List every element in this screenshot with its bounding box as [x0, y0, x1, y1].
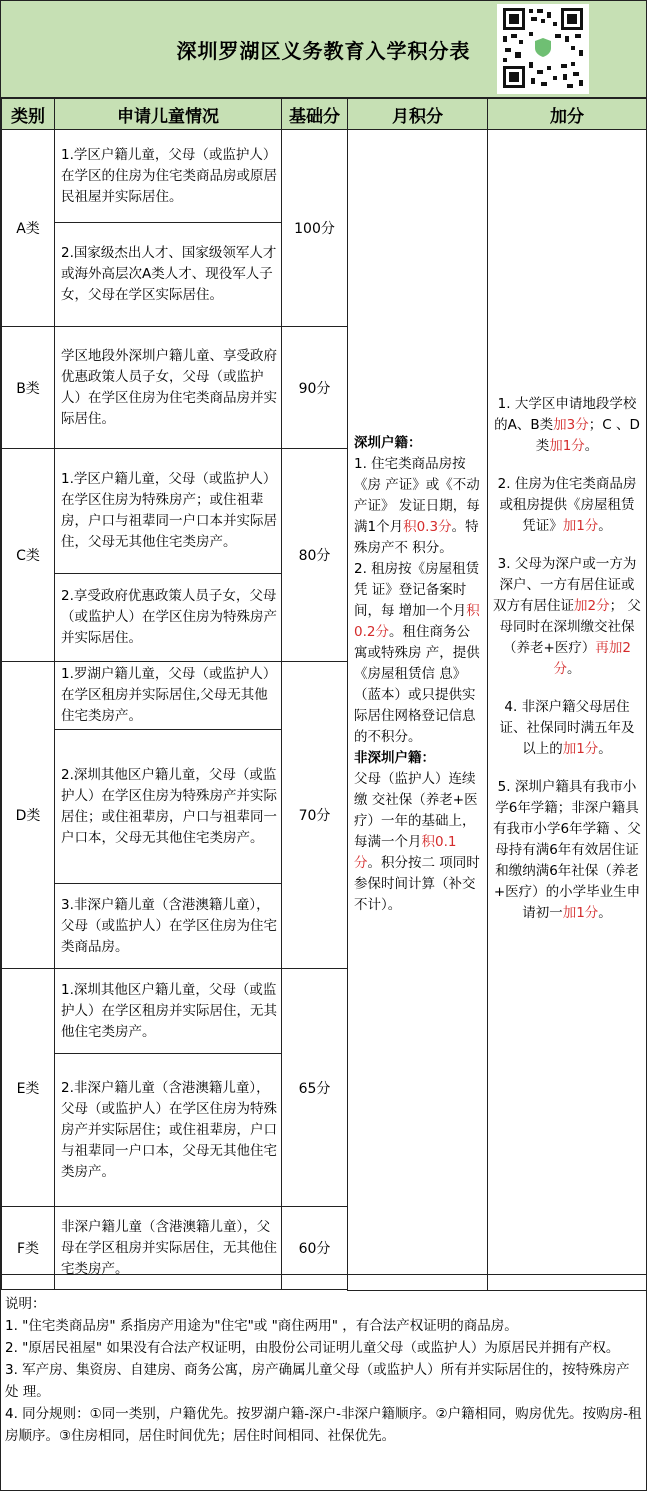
bonus-rule-5: 5. 深圳户籍具有我市小学6年学籍；非深户籍具有我市小学6年学籍 、父母持有满6年有效居住证和缴纳满6年社保（养老+医疗）的小学毕业生申请初一加1分。 [493, 779, 641, 921]
category-a: A类 [2, 130, 55, 327]
notes-heading: 说明： [5, 1296, 46, 1312]
title-bar [1, 1, 646, 98]
category-c: C类 [2, 449, 55, 662]
base-score-d: 70分 [282, 662, 348, 969]
monthly-rule-1-points: 积0.3分 [403, 519, 452, 535]
monthly-rule-2: 2. 租房按《房屋租赁凭 证》登记备案时间，每 增加一个月 [354, 561, 480, 619]
monthly-rule-2-points: 积0.2分 [354, 603, 480, 640]
row-c-item-2: 2.享受政府优惠政策人员子女，父母（或监护人）在学区住房为特殊房产 并实际居住。 [55, 574, 282, 662]
base-score-b: 90分 [282, 327, 348, 449]
note-3: 3. 军产房、集资房、自建房、商务公寓，房产确属儿童父母（或监护人）所有并实际居住的，按特殊房产处 理。 [5, 1362, 630, 1400]
row-d-item-2: 2.深圳其他区户籍儿童，父母（或监护人）在学区住房为特殊房产并实际居住；或住祖辈房，户口与祖辈同一户口本，父母无其他住宅类房产。 [55, 730, 282, 884]
monthly-rule-2-tail: 。租住商务公寓或特殊房 产，提供《房屋租赁信 息》（蓝本）或只提供实际居住网格登记信息的不积分。 [354, 624, 480, 745]
monthly-rule-1: 1. 住宅类商品房按《房 产证》或《不动产证》 发证日期，每满1个月 [354, 456, 480, 535]
row-b-item-1: 学区地段外深圳户籍儿童、享受政府 优惠政策人员子女，父母（或监护 人）在学区住房为住宅类商品房并实 际居住。 [55, 327, 282, 449]
col-header-category: 类别 [2, 99, 55, 130]
page-title: 深圳罗湖区义务教育入学积分表 [176, 39, 471, 63]
category-f: F类 [2, 1207, 55, 1290]
row-a-item-1: 1.学区户籍儿童，父母（或监护人） 在学区的住房为住宅类商品房或原居 民祖屋并实际居住。 [55, 130, 282, 223]
note-2: 2. "原居民祖屋" 如果没有合法产权证明，由股份公司证明儿童父母（或监护人）为原居民并拥有产权。 [5, 1340, 620, 1356]
note-1: 1. "住宅类商品房" 系指房产用途为"住宅"或 "商住两用" ，有合法产权证明的商品房。 [5, 1318, 518, 1334]
monthly-score-text [348, 433, 487, 916]
row-a-item-2: 2.国家级杰出人才、国家级领军人才或海外高层次A类人才、现役军人子女，父母在学区实际居住。 [55, 223, 282, 327]
category-e: E类 [2, 969, 55, 1207]
score-table [1, 98, 647, 1291]
non-shenzhen-hukou-heading: 非深圳户籍： [354, 750, 435, 766]
qr-code-icon [497, 4, 589, 94]
row-d-item-3: 3.非深户籍儿童（含港澳籍儿童）， 父母（或监护人）在学区住房为住宅 类商品房。 [55, 884, 282, 969]
bonus-rule-3: 3. 父母为深户或一方为深户、一方有居住证或 双方有居住证加2分； 父母同时在深圳缴交社保（养老+医疗）再加2分。 [493, 556, 641, 677]
base-score-c: 80分 [282, 449, 348, 662]
col-header-bonus: 加分 [488, 99, 647, 130]
notes-section [1, 1274, 646, 1490]
base-score-f: 60分 [282, 1207, 348, 1290]
bonus-rule-1: 1. 大学区申请地段学校的A、B类加3分；C 、D 类加1分。 [494, 396, 640, 454]
row-d-item-1: 1.罗湖户籍儿童，父母（或监护人）在学区租房并实际居住,父母无其他住宅类房产。 [55, 662, 282, 730]
col-header-base-score: 基础分 [282, 99, 348, 130]
monthly-score-cell [348, 130, 488, 1291]
table-header-row [2, 99, 647, 130]
category-b: B类 [2, 327, 55, 449]
monthly-rule-3-tail: 。积分按二 项同时参保时间计算（补交不计）。 [354, 855, 480, 913]
monthly-rule-3-points: 积0.1分 [354, 834, 457, 871]
bonus-rule-2: 2. 住房为住宅类商品房或租房提供《房屋租赁 凭证》加1分。 [497, 476, 637, 534]
row-e-item-2: 2.非深户籍儿童（含港澳籍儿童）， 父母（或监护人）在学区住房为特殊房产并实际居住；或住祖辈房，户口与祖辈同一户口本，父母无其他住宅类房产。 [55, 1054, 282, 1207]
bonus-rule-4: 4. 非深户籍父母居住证、社保同时满五年及以上的加1分。 [499, 699, 635, 757]
note-4: 4. 同分规则：①同一类别，户籍优先。按罗湖户籍-深户-非深户籍顺序。②户籍相同，购房优先。按购房-租 房顺序。③住房相同，居住时间优先；居住时间相同、社保优先。 [5, 1406, 642, 1444]
shenzhen-hukou-heading: 深圳户籍： [354, 435, 422, 451]
row-c-item-1: 1.学区户籍儿童，父母（或监护人）在学区住房为特殊房产；或住祖辈房，户口与祖辈同一户口本并实际居 住，父母无其他住宅类房产。 [55, 449, 282, 574]
row-f-item-1: 非深户籍儿童（含港澳籍儿童），父母在学区租房并实际居住，无其他住宅类房产。 [55, 1207, 282, 1290]
category-d: D类 [2, 662, 55, 969]
col-header-monthly-score: 月积分 [348, 99, 488, 130]
base-score-a: 100分 [282, 130, 348, 327]
monthly-rule-3: 父母（监护人）连续缴 交社保（养老+医疗）一年的基础上，每满一个月 [354, 771, 478, 850]
bonus-cell [488, 130, 647, 1291]
col-header-child-situation: 申请儿童情况 [55, 99, 282, 130]
table-row [2, 130, 647, 223]
bonus-text [488, 394, 646, 924]
monthly-rule-1-tail: 。特殊房产不 积分。 [354, 519, 479, 556]
base-score-e: 65分 [282, 969, 348, 1207]
row-e-item-1: 1.深圳其他区户籍儿童，父母（或监护人）在学区租房并实际居住，无其他住宅类房产。 [55, 969, 282, 1054]
